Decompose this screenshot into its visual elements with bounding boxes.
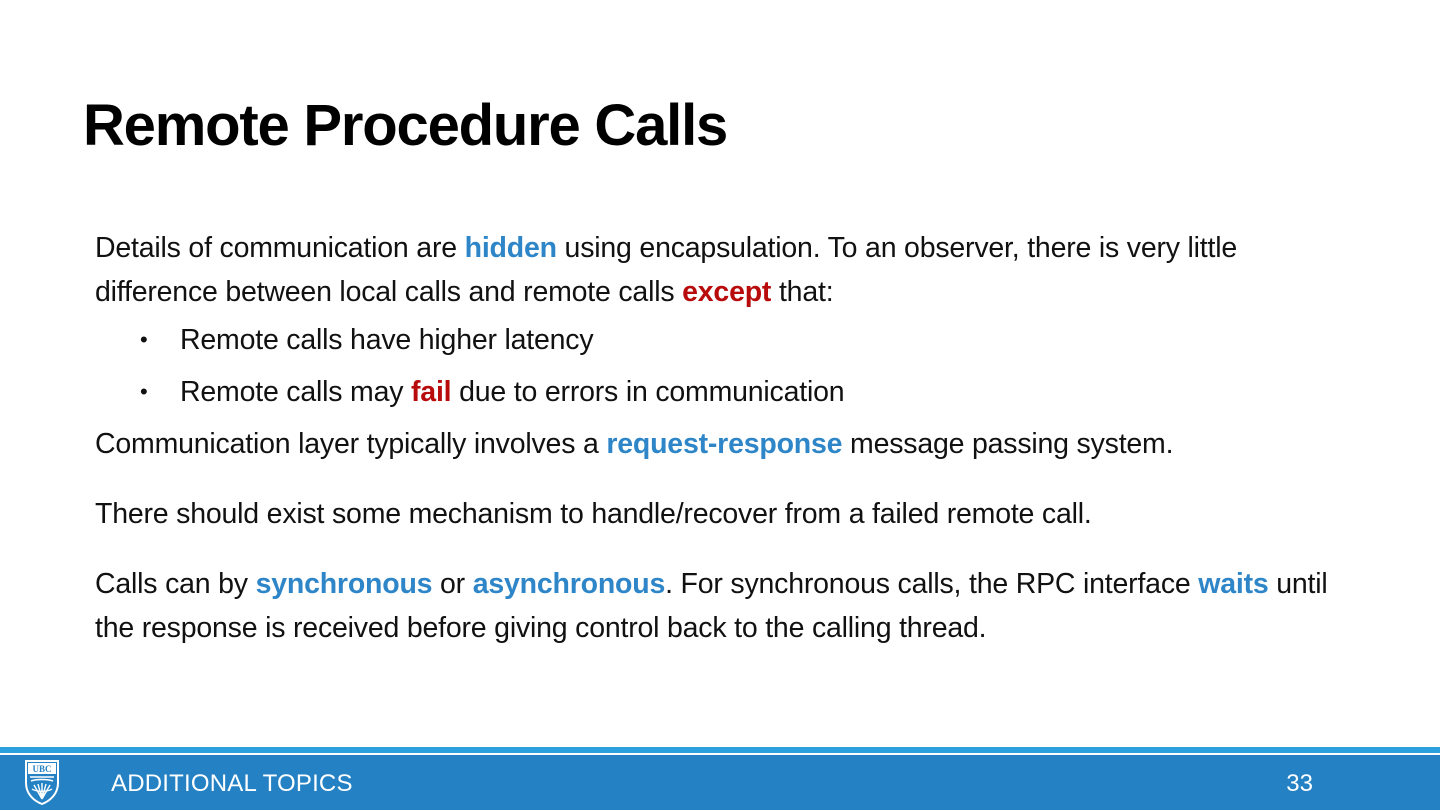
highlight-except: except bbox=[682, 276, 772, 308]
text-run: Remote calls may bbox=[180, 376, 412, 408]
highlight-fail: fail bbox=[411, 376, 452, 408]
paragraph-recovery: There should exist some mechanism to handle/recover from a failed remote call. bbox=[95, 498, 1092, 530]
bullet-dot-icon: • bbox=[140, 379, 148, 404]
slide-body bbox=[95, 226, 1355, 650]
text-run: or bbox=[432, 568, 473, 600]
text-run: that: bbox=[771, 276, 834, 308]
bullet-item-fail bbox=[95, 370, 1355, 414]
footer-bar bbox=[0, 755, 1440, 810]
text-run: message passing system. bbox=[842, 428, 1174, 460]
paragraph-request-response bbox=[95, 422, 1355, 466]
bullet-list bbox=[95, 318, 1355, 414]
bullet-dot-icon: • bbox=[140, 327, 148, 352]
ubc-crest-icon bbox=[24, 759, 60, 805]
highlight-asynchronous: asynchronous bbox=[472, 568, 666, 600]
text-run: Communication layer typically involves a bbox=[95, 428, 607, 460]
highlight-hidden: hidden bbox=[464, 232, 557, 264]
text-run: using encapsulation. To an observer, there is very little difference between local calls and remote calls bbox=[95, 232, 1238, 308]
ubc-logo-text: UBC bbox=[32, 764, 52, 774]
text-run: . For synchronous calls, the RPC interface bbox=[665, 568, 1199, 600]
bullet-text: Remote calls have higher latency bbox=[180, 324, 594, 356]
highlight-waits: waits bbox=[1198, 568, 1269, 600]
footer-accent-line bbox=[0, 747, 1440, 753]
footer-section-label: ADDITIONAL TOPICS bbox=[111, 770, 353, 797]
text-run: due to errors in communication bbox=[451, 376, 845, 408]
page-number: 33 bbox=[1286, 770, 1313, 797]
highlight-synchronous: synchronous bbox=[255, 568, 433, 600]
text-run: Calls can by bbox=[95, 568, 256, 600]
bullet-item-latency bbox=[95, 318, 1355, 362]
text-run: until the response is received before giving control back to the calling thread. bbox=[95, 568, 1328, 644]
text-run: Details of communication are bbox=[95, 232, 465, 264]
paragraph-encapsulation bbox=[95, 226, 1355, 314]
highlight-request-response: request-response bbox=[606, 428, 843, 460]
slide-title: Remote Procedure Calls bbox=[83, 93, 728, 158]
paragraph-synchronous bbox=[95, 562, 1355, 650]
